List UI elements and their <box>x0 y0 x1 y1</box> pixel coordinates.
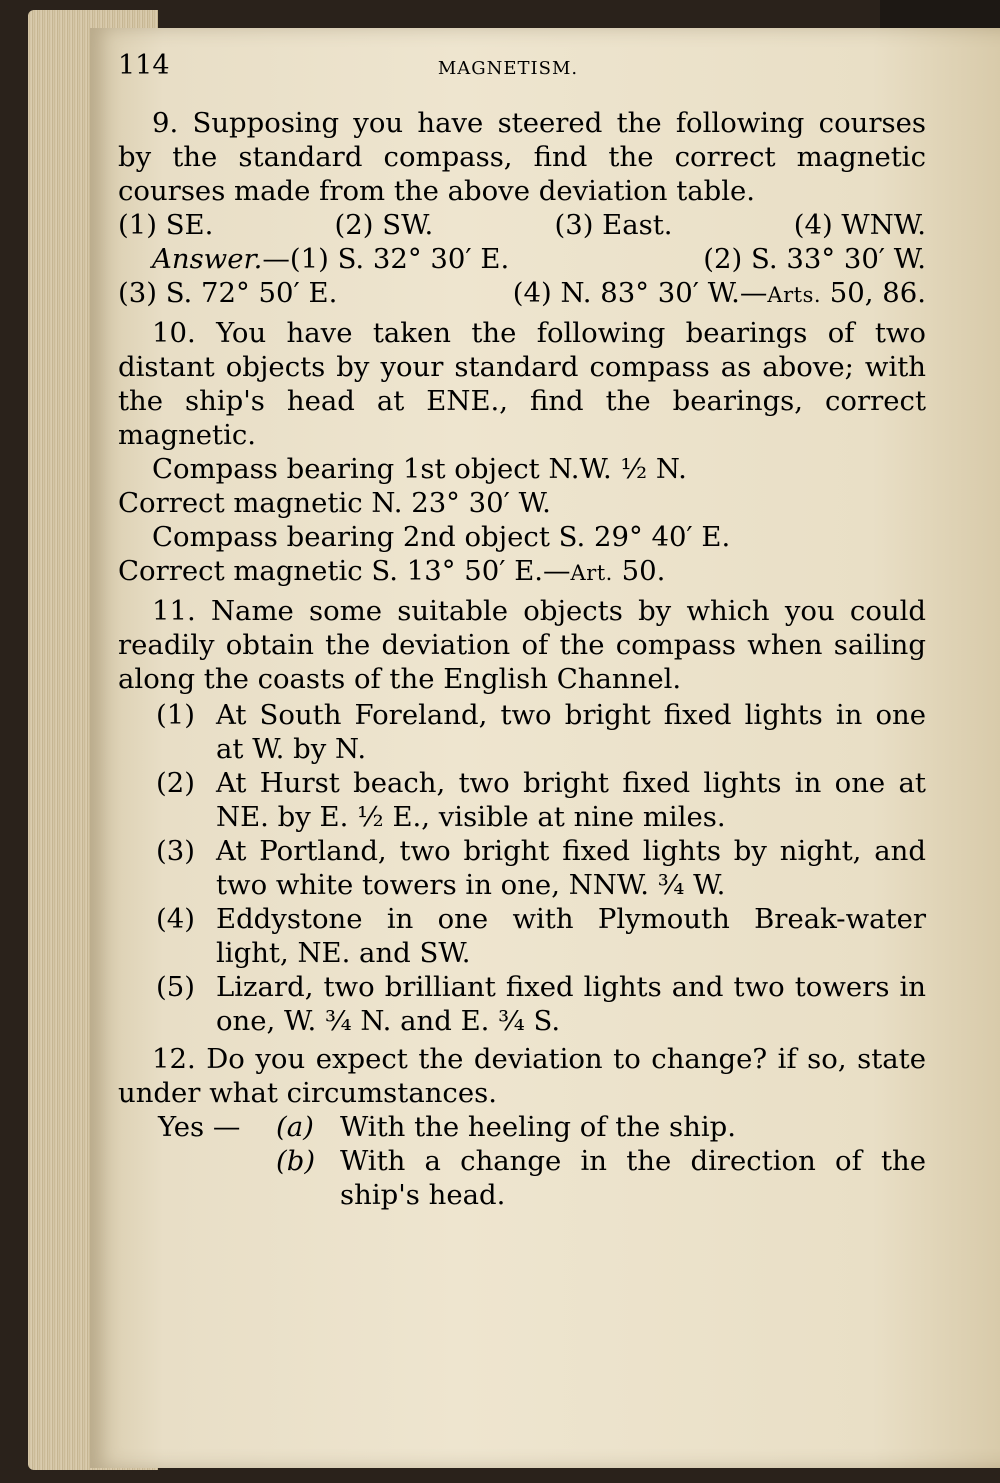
list-item <box>156 902 926 970</box>
q10-correct-magnetic-1: Correct magnetic N. 23° 30′ W. <box>118 487 551 519</box>
course-3: (3) East. <box>554 209 673 241</box>
answer-9-part-4: (4) N. 83° 30′ W.— <box>512 277 768 309</box>
q10-correct-magnetic-2 <box>118 554 926 590</box>
page-header <box>118 44 898 84</box>
course-1: (1) SE. <box>118 209 214 241</box>
q10-compass-bearing-2: Compass bearing 2nd object S. 29° 40′ E. <box>152 521 731 553</box>
list-item-text: At Hurst beach, two bright fixed lights in one at NE. by E. ½ E., visible at nine miles. <box>216 767 926 833</box>
list-item-number: (2) <box>156 767 195 799</box>
course-4: (4) WNW. <box>793 209 926 241</box>
answer-a-text: With the heeling of the ship. <box>340 1111 736 1143</box>
question-9-courses <box>118 208 926 242</box>
answer-b-number: (b) <box>276 1145 316 1177</box>
q12-answer-b <box>276 1144 926 1212</box>
list-item <box>156 698 926 766</box>
answer-9-part-1: —(1) S. 32° 30′ E. <box>262 243 510 275</box>
q10-compass-bearing-1: Compass bearing 1st object N.W. ½ N. <box>152 453 687 485</box>
q11-list <box>156 698 926 1038</box>
page-body <box>118 106 926 1212</box>
q10-correct-magnetic-2-text: Correct magnetic S. 13° 50′ E.— <box>118 555 571 587</box>
answer-9-ref-nums: 50, 86. <box>829 277 926 309</box>
list-item-number: (4) <box>156 903 195 935</box>
q10-ref-num: 50. <box>621 555 666 587</box>
list-item-text: At South Foreland, two bright fixed lights in one at W. by N. <box>216 699 926 765</box>
q12-answer-a <box>158 1110 926 1144</box>
answer-9-line-1 <box>118 242 926 276</box>
answer-label: Answer. <box>152 243 263 275</box>
answer-9-part-2: (2) S. 33° 30′ W. <box>703 243 926 275</box>
list-item-text: Eddystone in one with Plymouth Break-water light, NE. and SW. <box>216 903 926 969</box>
list-item <box>156 970 926 1038</box>
list-item-text: At Portland, two bright fixed lights by night, and two white towers in one, NNW. ¾ W. <box>216 835 926 901</box>
q10-ref-label: Art. <box>570 561 613 585</box>
question-9: 9. Supposing you have steered the following courses by the standard compass, find the correct magnetic courses made from the above deviation table. <box>118 107 926 207</box>
list-item-text: Lizard, two brilliant fixed lights and two towers in one, W. ¾ N. and E. ¾ S. <box>216 971 926 1037</box>
question-11: 11. Name some suitable objects by which you could readily obtain the deviation of the compass when sailing along the coasts of the English Channel. <box>118 595 926 695</box>
page-number: 114 <box>118 50 170 81</box>
answer-a-number: (a) <box>276 1111 314 1143</box>
yes-label: Yes — <box>158 1111 241 1143</box>
answer-9-line-2 <box>118 276 926 312</box>
answer-9-ref-label: Arts. <box>767 283 822 307</box>
question-10: 10. You have taken the following bearings of two distant objects by your standard compass as above; with the ship's head at ENE., find the bearings, correct magnetic. <box>118 317 926 451</box>
answer-9-part-3: (3) S. 72° 50′ E. <box>118 277 338 309</box>
list-item-number: (5) <box>156 971 195 1003</box>
list-item-number: (1) <box>156 699 195 731</box>
list-item-number: (3) <box>156 835 195 867</box>
list-item <box>156 766 926 834</box>
course-2: (2) SW. <box>334 209 434 241</box>
question-12: 12. Do you expect the deviation to change? if so, state under what circumstances. <box>118 1043 926 1109</box>
list-item <box>156 834 926 902</box>
answer-b-text: With a change in the direction of the ship's head. <box>340 1145 926 1211</box>
running-head: MAGNETISM. <box>437 58 579 79</box>
